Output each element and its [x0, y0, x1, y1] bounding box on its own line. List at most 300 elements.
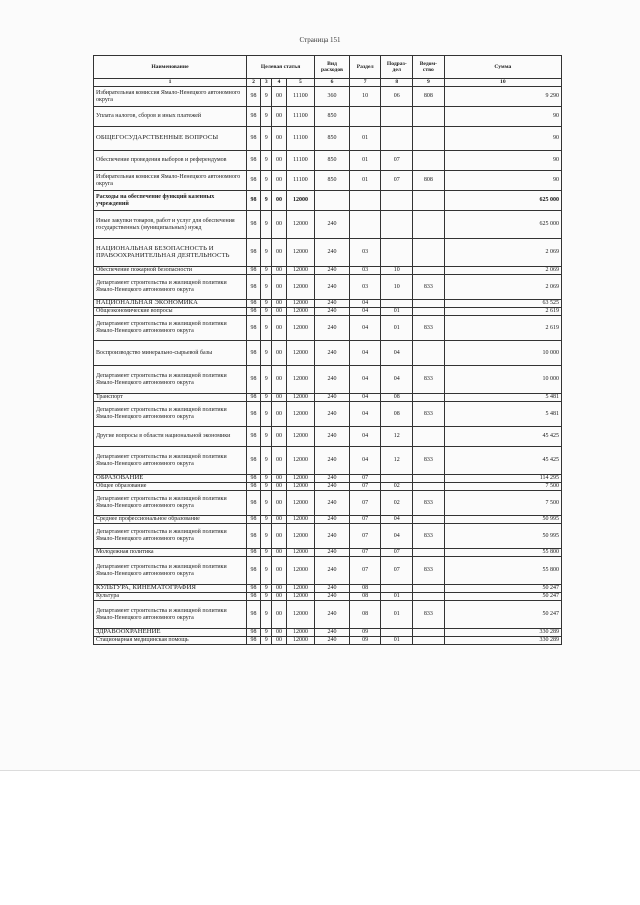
row-subsection: 10	[381, 275, 413, 300]
row-expense-type: 850	[315, 127, 350, 151]
row-target-part2: 9	[261, 366, 272, 394]
table-row	[94, 267, 562, 275]
header-expense-type: Вид расходов	[315, 56, 350, 79]
row-expense-type: 850	[315, 171, 350, 191]
row-section: 04	[349, 427, 381, 447]
row-target-part1: 98	[246, 239, 260, 267]
table-row	[94, 447, 562, 475]
row-department	[413, 475, 445, 483]
row-target-part3: 00	[272, 491, 286, 516]
row-subsection: 04	[381, 516, 413, 524]
row-name: Молодежная политика	[94, 549, 247, 557]
row-target-part2: 9	[261, 127, 272, 151]
row-section: 04	[349, 341, 381, 366]
row-target-part2: 9	[261, 549, 272, 557]
row-section: 10	[349, 87, 381, 107]
row-target-part3: 00	[272, 267, 286, 275]
row-department	[413, 107, 445, 127]
row-section: 04	[349, 394, 381, 402]
row-section: 08	[349, 593, 381, 601]
row-department	[413, 239, 445, 267]
row-expense-type: 240	[315, 601, 350, 629]
row-target-part4: 12000	[286, 637, 315, 645]
row-department	[413, 483, 445, 491]
row-target-part1: 98	[246, 637, 260, 645]
header-sum: Сумма	[444, 56, 561, 79]
table-row	[94, 427, 562, 447]
row-sum: 2 069	[444, 275, 561, 300]
row-sum: 55 800	[444, 549, 561, 557]
row-target-part4: 12000	[286, 629, 315, 637]
row-target-part3: 00	[272, 211, 286, 239]
row-target-part3: 00	[272, 394, 286, 402]
row-target-part4: 12000	[286, 524, 315, 549]
table-row	[94, 394, 562, 402]
row-target-part3: 00	[272, 524, 286, 549]
row-target-part3: 00	[272, 316, 286, 341]
row-target-part3: 00	[272, 516, 286, 524]
table-row	[94, 308, 562, 316]
row-subsection: 01	[381, 601, 413, 629]
row-target-part4: 11100	[286, 127, 315, 151]
row-target-part1: 98	[246, 87, 260, 107]
header-name: Наименование	[94, 56, 247, 79]
row-subsection: 08	[381, 394, 413, 402]
row-sum: 5 481	[444, 394, 561, 402]
row-department: 833	[413, 447, 445, 475]
table-row	[94, 629, 562, 637]
row-target-part4: 12000	[286, 585, 315, 593]
table-row	[94, 275, 562, 300]
row-name: Воспроизводство минерально-сырьевой базы	[94, 341, 247, 366]
row-department	[413, 300, 445, 308]
row-target-part1: 98	[246, 557, 260, 585]
row-section: 01	[349, 171, 381, 191]
row-expense-type: 240	[315, 549, 350, 557]
row-department	[413, 629, 445, 637]
row-expense-type: 240	[315, 524, 350, 549]
row-department	[413, 394, 445, 402]
row-sum: 330 289	[444, 637, 561, 645]
row-target-part2: 9	[261, 151, 272, 171]
row-expense-type: 240	[315, 300, 350, 308]
row-target-part3: 00	[272, 549, 286, 557]
table-body	[94, 87, 562, 645]
row-department: 833	[413, 601, 445, 629]
row-target-part3: 00	[272, 87, 286, 107]
row-expense-type: 240	[315, 557, 350, 585]
row-department	[413, 585, 445, 593]
row-sum: 2 619	[444, 308, 561, 316]
row-target-part3: 00	[272, 275, 286, 300]
row-target-part4: 12000	[286, 239, 315, 267]
row-name: Департамент строительства и жилищной политики Ямало-Ненецкого автономного округа	[94, 491, 247, 516]
row-department	[413, 191, 445, 211]
row-department: 833	[413, 366, 445, 394]
table-row	[94, 366, 562, 394]
row-target-part3: 00	[272, 447, 286, 475]
row-target-part3: 00	[272, 637, 286, 645]
row-sum: 2 069	[444, 239, 561, 267]
row-name: Департамент строительства и жилищной политики Ямало-Ненецкого автономного округа	[94, 447, 247, 475]
row-target-part4: 12000	[286, 402, 315, 427]
row-sum: 625 000	[444, 191, 561, 211]
row-section: 07	[349, 491, 381, 516]
row-target-part2: 9	[261, 316, 272, 341]
row-target-part2: 9	[261, 483, 272, 491]
row-target-part1: 98	[246, 300, 260, 308]
row-expense-type: 240	[315, 427, 350, 447]
row-expense-type: 240	[315, 211, 350, 239]
row-subsection: 02	[381, 483, 413, 491]
row-name: Департамент строительства и жилищной политики Ямало-Ненецкого автономного округа	[94, 601, 247, 629]
row-target-part3: 00	[272, 107, 286, 127]
row-target-part4: 12000	[286, 300, 315, 308]
row-expense-type: 240	[315, 402, 350, 427]
row-sum: 2 619	[444, 316, 561, 341]
row-name: Расходы на обеспечение функций казенных учреждений	[94, 191, 247, 211]
row-target-part3: 00	[272, 601, 286, 629]
row-target-part3: 00	[272, 593, 286, 601]
row-target-part3: 00	[272, 475, 286, 483]
table-row	[94, 211, 562, 239]
row-target-part2: 9	[261, 191, 272, 211]
row-target-part1: 98	[246, 549, 260, 557]
row-target-part1: 98	[246, 211, 260, 239]
budget-table	[93, 55, 562, 645]
table-row	[94, 483, 562, 491]
row-subsection: 04	[381, 341, 413, 366]
row-target-part2: 9	[261, 629, 272, 637]
row-name: ОБЩЕГОСУДАРСТВЕННЫЕ ВОПРОСЫ	[94, 127, 247, 151]
row-department	[413, 211, 445, 239]
row-target-part3: 00	[272, 300, 286, 308]
table-row	[94, 239, 562, 267]
row-section: 01	[349, 127, 381, 151]
row-target-part4: 12000	[286, 341, 315, 366]
table-row	[94, 491, 562, 516]
row-subsection	[381, 585, 413, 593]
row-target-part1: 98	[246, 394, 260, 402]
row-department	[413, 427, 445, 447]
row-target-part2: 9	[261, 394, 272, 402]
row-name: Департамент строительства и жилищной политики Ямало-Ненецкого автономного округа	[94, 366, 247, 394]
row-target-part3: 00	[272, 341, 286, 366]
header-section: Раздел	[349, 56, 381, 79]
row-target-part1: 98	[246, 491, 260, 516]
row-subsection: 08	[381, 402, 413, 427]
row-target-part2: 9	[261, 107, 272, 127]
table-row	[94, 87, 562, 107]
row-sum: 55 800	[444, 557, 561, 585]
row-target-part4: 11100	[286, 151, 315, 171]
table-row	[94, 191, 562, 211]
row-target-part4: 12000	[286, 366, 315, 394]
row-target-part4: 12000	[286, 549, 315, 557]
row-target-part2: 9	[261, 275, 272, 300]
row-target-part2: 9	[261, 593, 272, 601]
row-sum: 45 425	[444, 447, 561, 475]
row-target-part1: 98	[246, 107, 260, 127]
table-row	[94, 524, 562, 549]
row-section: 08	[349, 585, 381, 593]
row-target-part2: 9	[261, 300, 272, 308]
row-target-part4: 11100	[286, 87, 315, 107]
row-target-part4: 12000	[286, 491, 315, 516]
row-target-part1: 98	[246, 316, 260, 341]
row-target-part3: 00	[272, 308, 286, 316]
row-name: Департамент строительства и жилищной политики Ямало-Ненецкого автономного округа	[94, 524, 247, 549]
column-number: 8	[381, 79, 413, 87]
row-subsection	[381, 629, 413, 637]
table-row	[94, 151, 562, 171]
row-target-part3: 00	[272, 557, 286, 585]
row-department	[413, 637, 445, 645]
row-expense-type: 240	[315, 516, 350, 524]
row-name: НАЦИОНАЛЬНАЯ БЕЗОПАСНОСТЬ И ПРАВООХРАНИТЕЛЬНАЯ ДЕЯТЕЛЬНОСТЬ	[94, 239, 247, 267]
row-target-part2: 9	[261, 475, 272, 483]
row-subsection	[381, 239, 413, 267]
table-row	[94, 637, 562, 645]
row-sum: 50 995	[444, 524, 561, 549]
row-expense-type: 240	[315, 275, 350, 300]
row-subsection: 07	[381, 171, 413, 191]
row-target-part1: 98	[246, 402, 260, 427]
row-expense-type: 240	[315, 483, 350, 491]
row-sum: 5 481	[444, 402, 561, 427]
row-name: Общеэкономические вопросы	[94, 308, 247, 316]
row-section: 04	[349, 300, 381, 308]
row-name: КУЛЬТУРА, КИНЕМАТОГРАФИЯ	[94, 585, 247, 593]
row-target-part2: 9	[261, 171, 272, 191]
row-sum: 50 995	[444, 516, 561, 524]
row-department	[413, 151, 445, 171]
row-name: Культура	[94, 593, 247, 601]
row-expense-type: 850	[315, 151, 350, 171]
row-subsection: 04	[381, 366, 413, 394]
row-target-part4: 12000	[286, 316, 315, 341]
row-sum: 2 069	[444, 267, 561, 275]
row-department: 808	[413, 171, 445, 191]
row-section: 07	[349, 549, 381, 557]
row-name: НАЦИОНАЛЬНАЯ ЭКОНОМИКА	[94, 300, 247, 308]
row-name: Уплата налогов, сборов и иных платежей	[94, 107, 247, 127]
row-expense-type: 240	[315, 366, 350, 394]
row-section: 01	[349, 151, 381, 171]
row-department	[413, 267, 445, 275]
row-name: Другие вопросы в области национальной экономики	[94, 427, 247, 447]
header-department: Ведом-ство	[413, 56, 445, 79]
row-sum: 7 500	[444, 491, 561, 516]
row-sum: 9 290	[444, 87, 561, 107]
row-target-part2: 9	[261, 516, 272, 524]
row-target-part1: 98	[246, 191, 260, 211]
column-number: 2	[246, 79, 260, 87]
table-row	[94, 557, 562, 585]
row-expense-type: 240	[315, 637, 350, 645]
row-target-part4: 12000	[286, 601, 315, 629]
row-target-part1: 98	[246, 475, 260, 483]
row-subsection: 02	[381, 491, 413, 516]
row-sum: 114 295	[444, 475, 561, 483]
row-section: 03	[349, 267, 381, 275]
row-section: 07	[349, 524, 381, 549]
column-number: 7	[349, 79, 381, 87]
row-expense-type: 360	[315, 87, 350, 107]
row-name: Избирательная комиссия Ямало-Ненецкого автономного округа	[94, 171, 247, 191]
row-department: 833	[413, 275, 445, 300]
row-name: ОБРАЗОВАНИЕ	[94, 475, 247, 483]
row-department	[413, 308, 445, 316]
row-expense-type	[315, 191, 350, 211]
table-row	[94, 316, 562, 341]
row-target-part3: 00	[272, 585, 286, 593]
row-section	[349, 211, 381, 239]
row-department: 833	[413, 524, 445, 549]
row-target-part4: 12000	[286, 191, 315, 211]
header-target-article: Целевая статья	[246, 56, 314, 79]
row-target-part1: 98	[246, 483, 260, 491]
row-target-part4: 12000	[286, 516, 315, 524]
row-target-part4: 12000	[286, 267, 315, 275]
row-sum: 90	[444, 107, 561, 127]
row-expense-type: 240	[315, 308, 350, 316]
row-target-part2: 9	[261, 341, 272, 366]
row-subsection	[381, 127, 413, 151]
column-number: 10	[444, 79, 561, 87]
row-subsection: 04	[381, 524, 413, 549]
row-section	[349, 191, 381, 211]
row-sum: 50 247	[444, 601, 561, 629]
row-sum: 90	[444, 171, 561, 191]
row-section: 07	[349, 516, 381, 524]
row-subsection: 07	[381, 549, 413, 557]
table-row	[94, 300, 562, 308]
row-target-part1: 98	[246, 151, 260, 171]
row-expense-type: 240	[315, 491, 350, 516]
row-target-part1: 98	[246, 427, 260, 447]
row-target-part2: 9	[261, 308, 272, 316]
table-row	[94, 549, 562, 557]
row-subsection	[381, 107, 413, 127]
row-department	[413, 593, 445, 601]
row-name: Среднее профессиональное образование	[94, 516, 247, 524]
row-target-part2: 9	[261, 427, 272, 447]
table-row	[94, 402, 562, 427]
row-expense-type: 240	[315, 394, 350, 402]
row-subsection: 12	[381, 427, 413, 447]
row-subsection: 12	[381, 447, 413, 475]
row-target-part3: 00	[272, 239, 286, 267]
row-target-part4: 11100	[286, 107, 315, 127]
row-department	[413, 127, 445, 151]
row-target-part2: 9	[261, 447, 272, 475]
row-name: Департамент строительства и жилищной политики Ямало-Ненецкого автономного округа	[94, 402, 247, 427]
row-name: Департамент строительства и жилищной политики Ямало-Ненецкого автономного округа	[94, 316, 247, 341]
row-target-part2: 9	[261, 239, 272, 267]
row-target-part3: 00	[272, 127, 286, 151]
row-target-part4: 12000	[286, 394, 315, 402]
column-number: 4	[272, 79, 286, 87]
row-department: 833	[413, 557, 445, 585]
row-target-part3: 00	[272, 402, 286, 427]
row-subsection: 06	[381, 87, 413, 107]
row-section: 09	[349, 637, 381, 645]
row-section: 07	[349, 475, 381, 483]
header-subsection: Подраз-дел	[381, 56, 413, 79]
row-target-part4: 11100	[286, 171, 315, 191]
row-subsection: 07	[381, 151, 413, 171]
row-sum: 10 000	[444, 341, 561, 366]
row-target-part1: 98	[246, 516, 260, 524]
row-sum: 63 525	[444, 300, 561, 308]
row-target-part1: 98	[246, 275, 260, 300]
row-sum: 45 425	[444, 427, 561, 447]
table-row	[94, 107, 562, 127]
table-row	[94, 341, 562, 366]
row-target-part4: 12000	[286, 557, 315, 585]
row-sum: 90	[444, 127, 561, 151]
column-number-row	[94, 79, 562, 87]
row-sum: 7 500	[444, 483, 561, 491]
row-subsection: 10	[381, 267, 413, 275]
row-section: 04	[349, 447, 381, 475]
row-target-part4: 12000	[286, 211, 315, 239]
row-target-part2: 9	[261, 87, 272, 107]
row-section: 03	[349, 239, 381, 267]
column-number: 1	[94, 79, 247, 87]
row-department: 833	[413, 316, 445, 341]
row-expense-type: 850	[315, 107, 350, 127]
row-target-part3: 00	[272, 366, 286, 394]
column-number: 6	[315, 79, 350, 87]
row-name: Обеспечение проведения выборов и референдумов	[94, 151, 247, 171]
row-target-part1: 98	[246, 585, 260, 593]
row-target-part2: 9	[261, 601, 272, 629]
row-target-part1: 98	[246, 366, 260, 394]
row-expense-type: 240	[315, 239, 350, 267]
row-section: 09	[349, 629, 381, 637]
row-name: Стационарная медицинская помощь	[94, 637, 247, 645]
row-subsection	[381, 475, 413, 483]
row-target-part1: 98	[246, 308, 260, 316]
row-target-part3: 00	[272, 171, 286, 191]
row-subsection	[381, 191, 413, 211]
table-row	[94, 585, 562, 593]
row-sum: 330 289	[444, 629, 561, 637]
row-sum: 50 247	[444, 593, 561, 601]
row-department: 833	[413, 491, 445, 516]
row-name: Транспорт	[94, 394, 247, 402]
row-target-part1: 98	[246, 447, 260, 475]
row-target-part4: 12000	[286, 275, 315, 300]
row-target-part2: 9	[261, 637, 272, 645]
row-target-part3: 00	[272, 629, 286, 637]
row-expense-type: 240	[315, 341, 350, 366]
row-sum: 625 000	[444, 211, 561, 239]
row-target-part3: 00	[272, 483, 286, 491]
row-target-part2: 9	[261, 557, 272, 585]
row-section: 04	[349, 402, 381, 427]
row-target-part4: 12000	[286, 483, 315, 491]
row-subsection: 01	[381, 308, 413, 316]
row-expense-type: 240	[315, 267, 350, 275]
row-subsection: 07	[381, 557, 413, 585]
row-section: 03	[349, 275, 381, 300]
row-expense-type: 240	[315, 316, 350, 341]
row-target-part1: 98	[246, 629, 260, 637]
table-header-row	[94, 56, 562, 79]
